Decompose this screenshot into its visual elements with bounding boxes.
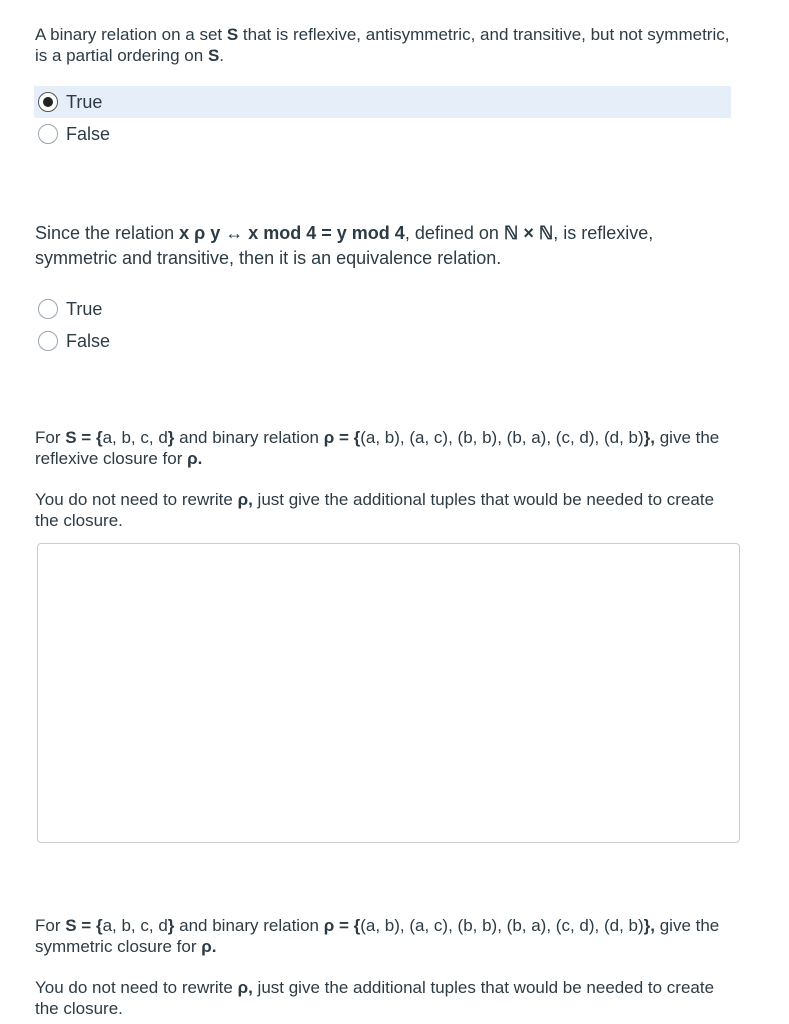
q1-option-true-label: True bbox=[66, 91, 103, 112]
radio-unselected-icon[interactable] bbox=[38, 124, 58, 144]
question-4-text: For S = {a, b, c, d} and binary relation ρ = {(a, b), (a, c), (b, b), (b, a), (c, d), (d, b)}, give the symmetric closure for ρ. bbox=[35, 916, 720, 956]
radio-selected-icon[interactable] bbox=[38, 92, 58, 112]
q1-option-true[interactable] bbox=[34, 86, 731, 118]
question-1-text: A binary relation on a set S that is reflexive, antisymmetric, and transitive, but not symmetric, is a partial ordering on S. bbox=[35, 25, 730, 65]
q1-option-false[interactable] bbox=[34, 118, 731, 150]
question-3-text: For S = {a, b, c, d} and binary relation ρ = {(a, b), (a, c), (b, b), (b, a), (c, d), (d, b)}, give the reflexive closure for ρ. bbox=[35, 428, 720, 468]
question-3 bbox=[35, 427, 735, 531]
question-1 bbox=[35, 24, 735, 66]
question-2-text: Since the relation x ρ y ↔ x mod 4 = y mod 4, defined on ℕ × ℕ, is reflexive, symmetric and transitive, then it is an equivalence relation. bbox=[35, 223, 654, 268]
q1-option-false-label: False bbox=[66, 123, 111, 144]
question-4 bbox=[35, 915, 735, 1019]
q2-option-false[interactable] bbox=[34, 325, 731, 357]
question-4-instructions: You do not need to rewrite ρ, just give the additional tuples that would be needed to create the closure. bbox=[35, 978, 715, 1018]
q2-option-true[interactable] bbox=[34, 293, 731, 325]
q2-option-false-label: False bbox=[66, 330, 111, 351]
radio-unselected-icon[interactable] bbox=[38, 331, 58, 351]
q2-option-true-label: True bbox=[66, 298, 103, 319]
q3-answer-textarea[interactable] bbox=[37, 543, 740, 843]
radio-unselected-icon[interactable] bbox=[38, 299, 58, 319]
question-3-instructions: You do not need to rewrite ρ, just give the additional tuples that would be needed to create the closure. bbox=[35, 490, 715, 530]
question-2 bbox=[35, 221, 735, 271]
